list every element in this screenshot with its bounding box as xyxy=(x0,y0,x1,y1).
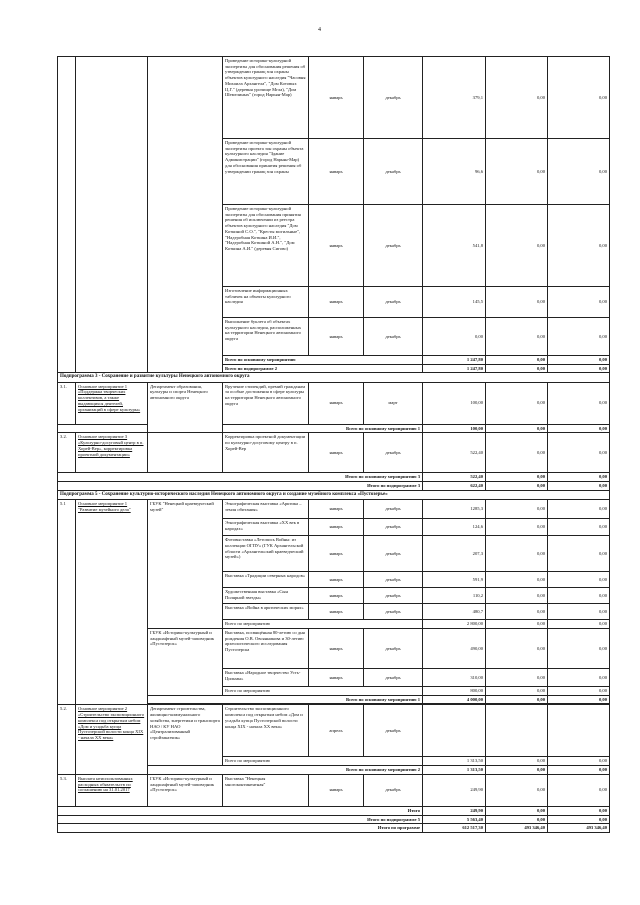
total-row: Итого 249,90 0,00 0,00 xyxy=(58,806,610,815)
total-row: Итого по подпрограмме 5 5 563,40 0,00 0,00 xyxy=(58,815,610,824)
total-row: Всего по основному мероприятию 1 4 000,00 0,00 0,00 xyxy=(58,695,610,704)
table-row: Фотовыставка «Летопись Войны: из коллекции ОГПУ» (ГУК Архангельской области «Архангельский краеведческий музей») январь декабрь 207,3 0,00 0,00 xyxy=(58,536,610,572)
table-row: Изготовление информационных табличек на объекты культурного наследия январь декабрь 145,5 0,00 0,00 xyxy=(58,287,610,318)
total-row: Всего по мероприятию 1 313,50 0,00 0,00 xyxy=(58,757,610,766)
grand-total-row: Итого по программе 612 517,30 493 346,40 493 346,40 xyxy=(58,824,610,833)
table-row: Выставка «Народное творчество Усть-Цильмы» январь декабрь 310,00 0,00 0,00 xyxy=(58,668,610,686)
table-row: 5.1 Основное мероприятие 1 "Развитие музейного дела" ГБУК "Ненецкий краеведческий музей" Этнографическая выставка «Арктика – земля обитания» январь декабрь 1285,3 0,00 0,00 xyxy=(58,500,610,519)
table-row: Проведение историко-культурной экспертизы для обоснования принятия решения об исключении из реестра объектов культурного наследия "Дом Коткиной С.О.", "Кресты могильные", "Надгробная Коткина И.И.", "Надгробная Коткиной А.Н.", "Дом Коткина А.И." (деревня Сигово) январь декабрь 541,8 0,00 0,00 xyxy=(58,205,610,287)
total-row: Итого по основному мероприятию 3 522,40 0,00 0,00 xyxy=(58,473,610,482)
table-row: 5.2. Основное мероприятие 2 «Строительство экспозиционного комплекса под открытым небом «Дом и усадьба купца Пустозерской волости конца XIX - начала XX века» Департамент строительства, жилищно-коммунального хозяйства, энергетики и транспорта НАО / КУ НАО «Централизованный стройзаказчик» Строительство экспозиционного комплекса под открытым небом «Дом и усадьба купца Пустозерской волости конца XIX - начала XX века» апрель декабрь xyxy=(58,705,610,757)
table-row: ГБУК «Историко-культурный и ландшафтный музей-заповедник «Пустозерск» Выставка, посвящённая 80-летию со дня рождения О.В. Овсянникова и 30-летию археологического исследования Пустозерска январь декабрь 490,00 0,00 0,00 xyxy=(58,628,610,668)
program-table xyxy=(57,56,610,833)
section-heading: Подпрограмма 3 - Сохранение и развитие культуры Ненецкого автономного округа xyxy=(58,373,610,382)
table-row: 3.2. Основное мероприятие 3 «Культурно-досуговый центр в п. Хорей-Вер», корректировка проектной документации» Корректировка проектной документации по культурно-досуговому центру в п. Хорей-Вер январь декабрь 522,40 0,00 0,00 xyxy=(58,433,610,473)
action-cell: Проведение историко-культурной экспертизы для обоснования решения об утверждении границ зон охраны объектов культурного наследия "Часовня Михаила Архангела", "Дом Котовых Ц.Г." (деревня урочище Мгла), "Дом Шемелиных" (город Нарьян-Мар) xyxy=(223,57,309,139)
table-row: Выставка «Война в арктических морях» январь декабрь 480,7 0,00 0,00 xyxy=(58,604,610,620)
total-row: Итого по подпрограмме 3 622,40 0,00 0,00 xyxy=(58,482,610,491)
table-row: 5.3. Выплата неиспользованных расходных обязательств по соглашению на 31.01.2017 ГБУК «Историко-культурный и ландшафтный музей-заповедник «Пустозерск» Выставка "Ненецкая многоконтинентная" январь декабрь 249,90 0,00 0,00 xyxy=(58,774,610,806)
table-row: Художественная выставка «Сын Полярной звезды» январь декабрь 110,2 0,00 0,00 xyxy=(58,588,610,604)
total-row: Всего по мероприятию 800,00 0,00 0,00 xyxy=(58,686,610,695)
table-row: Выполнение буклета об объектах культурного наследия, расположенных на территории Ненецкого автономного округа январь декабрь 0,00 0,00 0,00 xyxy=(58,318,610,356)
total-row: Всего по подпрограмме 2 1 247,80 0,00 0,00 xyxy=(58,364,610,373)
table-row: 3.1. Основное мероприятие 1 «Поддержка творческих коллективов, а также выдающихся деятелей, организаций в сфере культуры» Департамент образования, культуры и спорта Ненецкого автономного округа Вручение стипендий, премий гражданам за особые достижения в сфере культуры на территории Ненецкого автономного округа январь март 100,00 0,00 0,00 xyxy=(58,382,610,424)
total-row: Всего по мероприятию 2 800,00 0,00 0,00 xyxy=(58,620,610,629)
table-row: Проведение историко-культурной экспертизы проекта зон охраны объекта культурного наследия "Здание Администрации" (город Нарьян-Мар) для обоснования принятия решения об утверждении границ зон охраны январь декабрь 96,6 0,00 0,00 xyxy=(58,139,610,205)
table-row: Этнографическая выставка «XX век в народах» январь декабрь 124,6 0,00 0,00 xyxy=(58,519,610,536)
table-row: Выставка «Традиции северных народов» январь декабрь 591,9 0,00 0,00 xyxy=(58,572,610,588)
section-heading: Подпрограмма 5 - Сохранение культурно-исторического наследия Ненецкого автономного округа и создание музейного комплекса «Пустозерье» xyxy=(58,490,610,499)
page-number: 4 xyxy=(318,27,321,33)
table-row: Проведение историко-культурной экспертизы для обоснования решения об утверждении границ зон охраны объектов культурного наследия "Часовня Михаила Архангела", "Дом Котовых Ц.Г." (деревня урочище Мгла), "Дом Шемелиных" (город Нарьян-Мар) январь декабрь 379,1 0,00 0,00 xyxy=(58,57,610,139)
total-row: Всего по основному мероприятию 1 100,00 0,00 0,00 xyxy=(58,424,610,433)
total-row: Всего по основному мероприятию 2 1 313,50 0,00 0,00 xyxy=(58,766,610,775)
total-row: Всего по основному мероприятию 1 247,80 0,00 0,00 xyxy=(58,356,610,365)
